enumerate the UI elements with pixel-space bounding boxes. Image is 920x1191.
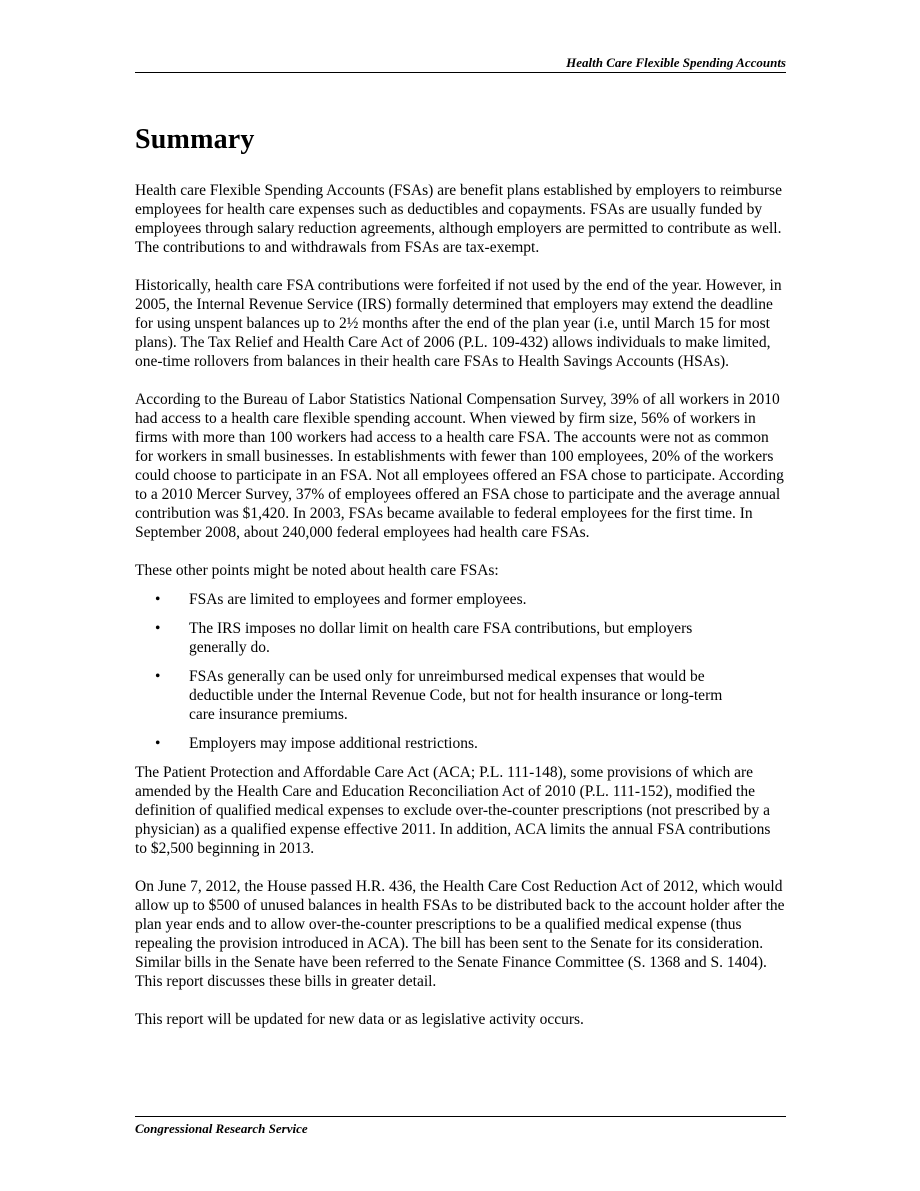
bullet-icon: • [155,735,161,752]
paragraph-access-statistics: According to the Bureau of Labor Statistics National Compensation Survey, 39% of all workers in 2010 had access to a health care flexible spending account. When viewed by firm size, 56% of workers in firms with more than 100 workers had access to a health care FSA. The accounts were not as common for workers in small businesses. In establishments with fewer than 100 employees, 20% of the workers could choose to participate in an FSA. Not all employees offered an FSA chose to participate. According to a 2010 Mercer Survey, 37% of employees offered an FSA chose to participate and the average annual contribution was $1,420. In 2003, FSAs became available to federal employees for the first time. In September 2008, about 240,000 federal employees had health care FSAs. [135,391,784,541]
paragraph-update-note: This report will be updated for new data or as legislative activity occurs. [135,1011,584,1028]
paragraph-history: Historically, health care FSA contributions were forfeited if not used by the end of the year. However, in 2005, the Internal Revenue Service (IRS) formally determined that employers may extend the deadline for using unspent balances up to 2½ months after the end of the plan year (i.e, until March 15 for most plans). The Tax Relief and Health Care Act of 2006 (P.L. 109-432) allows individuals to make limited, one-time rollovers from balances in their health care FSAs to Health Savings Accounts (HSAs). [135,277,782,370]
paragraph-list-intro: These other points might be noted about health care FSAs: [135,562,499,579]
bullet-icon: • [155,668,161,685]
list-item-text: Employers may impose additional restrictions. [189,735,478,752]
list-item [135,619,786,657]
paragraph-hr-436: On June 7, 2012, the House passed H.R. 436, the Health Care Cost Reduction Act of 2012, which would allow up to $500 of unused balances in health FSAs to be distributed back to the account holder after the plan year ends and to allow over-the-counter prescriptions to be a qualified medical expense (thus repealing the provision introduced in ACA). The bill has been sent to the Senate for its consideration. Similar bills in the Senate have been referred to the Senate Finance Committee (S. 1368 and S. 1404). This report discusses these bills in greater detail. [135,878,785,990]
section-heading: Summary [135,124,255,155]
list-item [135,734,786,753]
footer-publisher: Congressional Research Service [135,1121,308,1136]
header-rule [135,72,786,73]
bullet-list [135,590,786,753]
footer-rule [135,1116,786,1117]
paragraph-aca: The Patient Protection and Affordable Care Act (ACA; P.L. 111-148), some provisions of which are amended by the Health Care and Education Reconciliation Act of 2010 (P.L. 111-152), modified the definition of qualified medical expenses to exclude over-the-counter prescriptions (not prescribed by a physician) as a qualified expense effective 2011. In addition, ACA limits the annual FSA contributions to $2,500 beginning in 2013. [135,764,771,857]
list-item-text: FSAs are limited to employees and former employees. [189,591,527,608]
bullet-icon: • [155,620,161,637]
list-item-text: FSAs generally can be used only for unreimbursed medical expenses that would be deductible under the Internal Revenue Code, but not for health insurance or long-term care insurance premiums. [189,668,723,723]
paragraph-fsa-definition: Health care Flexible Spending Accounts (FSAs) are benefit plans established by employers to reimburse employees for health care expenses such as deductibles and copayments. FSAs are usually funded by employees through salary reduction agreements, although employers are permitted to contribute as well. The contributions to and withdrawals from FSAs are tax-exempt. [135,182,782,256]
page-body [135,118,786,1048]
list-item-text: The IRS imposes no dollar limit on health care FSA contributions, but employers generally do. [189,620,693,656]
list-item [135,590,786,609]
list-item [135,667,786,724]
bullet-icon: • [155,591,161,608]
running-header: Health Care Flexible Spending Accounts [566,55,786,70]
